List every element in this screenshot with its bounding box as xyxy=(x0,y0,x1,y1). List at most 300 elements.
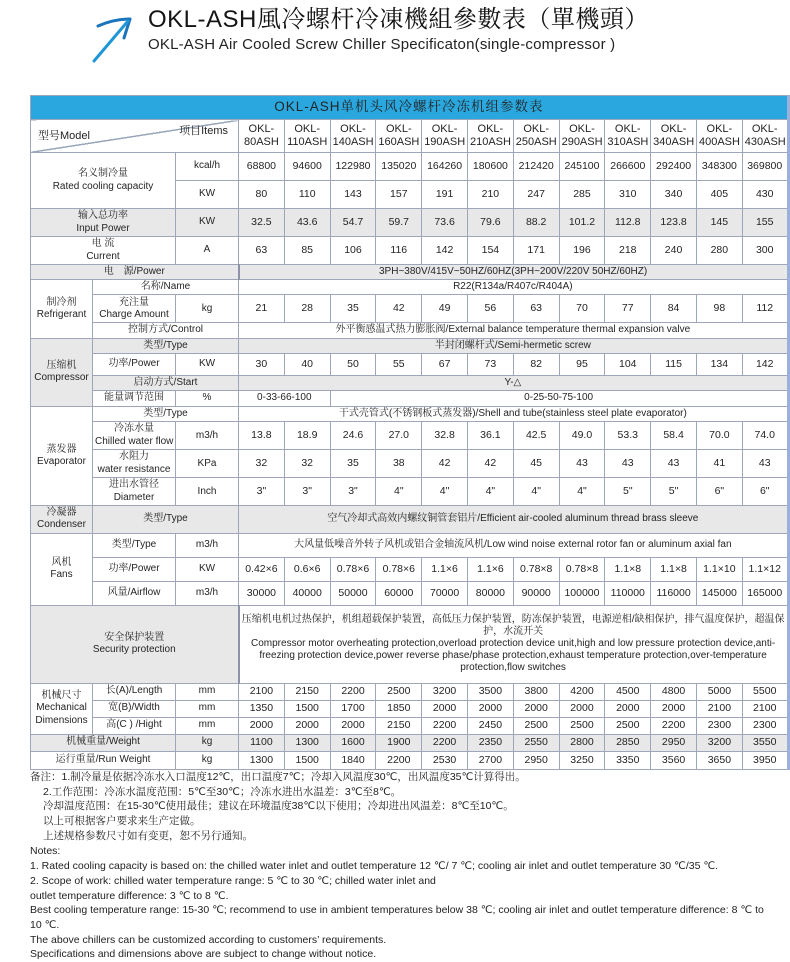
model-name: 310ASH xyxy=(607,136,649,148)
table-row xyxy=(31,734,789,751)
value-cell: 2200 xyxy=(422,734,468,751)
value-cell: 3550 xyxy=(742,734,788,751)
value-cell: 2500 xyxy=(376,683,422,700)
value-cell: 1350 xyxy=(239,700,285,717)
value-cell: 68800 xyxy=(239,153,285,181)
category-cell xyxy=(31,280,93,338)
value-cell: 55 xyxy=(376,353,422,375)
unit-cell: Inch xyxy=(176,478,239,506)
value-cell: 3" xyxy=(330,478,376,506)
value-cell: 40 xyxy=(284,353,330,375)
note-line: Notes: xyxy=(30,845,61,858)
value-cell: 85 xyxy=(284,237,330,265)
value-cell: 59.7 xyxy=(376,209,422,237)
value-cell: 106 xyxy=(330,237,376,265)
value-cell: 1840 xyxy=(330,751,376,769)
value-cell: 405 xyxy=(696,181,742,209)
row-label xyxy=(93,295,176,323)
value-cell: 36.1 xyxy=(467,422,513,450)
table-row xyxy=(31,338,789,353)
value-cell: 142 xyxy=(422,237,468,265)
span-value-cell: 半封闭螺杆式/Semi-hermetic screw xyxy=(239,338,789,353)
value-cell: 70000 xyxy=(422,581,468,605)
table-row xyxy=(31,478,789,506)
value-cell: 164260 xyxy=(422,153,468,181)
value-cell: 430 xyxy=(742,181,788,209)
value-cell: 110000 xyxy=(605,581,651,605)
text-line: Evaporator xyxy=(37,456,86,468)
model-header-cell xyxy=(239,120,285,153)
value-cell: 2000 xyxy=(422,700,468,717)
value-cell: 32 xyxy=(239,450,285,478)
text-line: 控制方式/Control xyxy=(127,324,203,336)
value-cell: 3500 xyxy=(467,683,513,700)
value-cell: 1.1×10 xyxy=(696,557,742,581)
table-row xyxy=(31,605,789,683)
value-cell: 1850 xyxy=(376,700,422,717)
value-cell: 101.2 xyxy=(559,209,605,237)
unit-cell: mm xyxy=(176,700,239,717)
model-prefix: OKL- xyxy=(523,122,550,135)
model-header-cell xyxy=(467,120,513,153)
category-cell xyxy=(31,533,93,605)
text-line: 名称/Name xyxy=(140,281,191,293)
span-value-cell: 大风量低噪音外转子风机或铝合金轴流风机/Low wind noise external rotor fan or aluminum axial fan xyxy=(239,533,789,557)
model-name: 110ASH xyxy=(287,136,328,148)
span-value-cell: 空气冷却式高效内螺纹铜管套铝片/Efficient air-cooled aluminum thread brass sleeve xyxy=(239,506,789,533)
model-name: 290ASH xyxy=(561,136,603,148)
value-cell: 115 xyxy=(651,353,697,375)
text-line: 能量调节范围 xyxy=(104,392,164,404)
document-header xyxy=(90,6,649,64)
text-line: 类型/Type xyxy=(143,339,188,351)
value-cell: 155 xyxy=(742,209,788,237)
value-cell: 73.6 xyxy=(422,209,468,237)
value-cell: 5500 xyxy=(742,683,788,700)
text-line: 水阻力 xyxy=(119,451,149,463)
value-cell: 35 xyxy=(330,295,376,323)
table-row xyxy=(31,375,789,390)
value-cell: 3" xyxy=(239,478,285,506)
table-row xyxy=(31,353,789,375)
note-line: 冷却温度范围：在15-30℃使用最佳；建议在环境温度38℃以下使用；冷却进出风温差：8℃至10℃。 xyxy=(43,800,514,813)
value-cell: 171 xyxy=(513,237,559,265)
value-cell: 2550 xyxy=(513,734,559,751)
row-label xyxy=(93,717,176,734)
model-prefix: OKL- xyxy=(569,122,595,135)
value-cell: 88.2 xyxy=(513,209,559,237)
value-cell: 4200 xyxy=(559,683,605,700)
row-label xyxy=(93,450,176,478)
model-prefix: OKL- xyxy=(248,122,275,135)
value-cell: 56 xyxy=(467,295,513,323)
value-cell: 0.6×6 xyxy=(284,557,330,581)
row-label xyxy=(31,605,239,683)
value-cell: 143 xyxy=(330,181,376,209)
value-cell: 24.6 xyxy=(330,422,376,450)
value-cell: 2500 xyxy=(605,717,651,734)
text-line: Security protection xyxy=(92,644,176,655)
value-cell: 42.5 xyxy=(513,422,559,450)
value-cell: 5" xyxy=(605,478,651,506)
value-cell: 112 xyxy=(742,295,788,323)
value-cell: 2950 xyxy=(651,734,697,751)
value-cell: 3200 xyxy=(696,734,742,751)
unit-cell: mm xyxy=(176,717,239,734)
model-prefix: OKL- xyxy=(751,122,778,135)
value-cell: 53.3 xyxy=(605,422,651,450)
text-line: Dimensions xyxy=(35,714,88,726)
row-label xyxy=(93,683,176,700)
text-line: 类型/Type xyxy=(143,513,188,525)
value-cell: 285 xyxy=(559,181,605,209)
table-row xyxy=(31,406,789,421)
value-cell: 43 xyxy=(651,450,697,478)
text-line: Mechanical xyxy=(36,702,87,714)
model-name: 160ASH xyxy=(378,136,420,148)
row-label xyxy=(93,422,176,450)
text-line: Input Power xyxy=(76,222,130,234)
value-cell: 369800 xyxy=(742,153,788,181)
unit-cell: KW xyxy=(176,181,239,209)
value-cell: 104 xyxy=(605,353,651,375)
model-name: 140ASH xyxy=(332,136,374,148)
value-cell: 245100 xyxy=(559,153,605,181)
text-line: Rated cooling capacity xyxy=(52,180,154,192)
value-cell: 77 xyxy=(605,295,651,323)
value-cell: 70 xyxy=(559,295,605,323)
table-row xyxy=(31,422,789,450)
corner-items-label: 项目Items xyxy=(179,125,228,137)
value-cell: 2200 xyxy=(330,683,376,700)
value-cell: 50 xyxy=(330,353,376,375)
table-row xyxy=(31,533,789,557)
value-cell: 13.8 xyxy=(239,422,285,450)
unit-cell: kcal/h xyxy=(176,153,239,181)
note-line: 以上可根据客户要求来生产定做。 xyxy=(43,815,201,828)
value-cell: 32.5 xyxy=(239,209,285,237)
text-line: 制冷剂 xyxy=(46,296,77,308)
unit-cell: KPa xyxy=(176,450,239,478)
note-line: Specifications and dimensions above are subject to change without notice. xyxy=(30,948,377,961)
value-cell: 73 xyxy=(467,353,513,375)
unit-cell: KW xyxy=(176,353,239,375)
row-label xyxy=(93,390,176,406)
row-label xyxy=(93,478,176,506)
value-cell: 28 xyxy=(284,295,330,323)
value-cell: 1500 xyxy=(284,700,330,717)
value-cell: 3560 xyxy=(651,751,697,769)
value-cell: 110 xyxy=(284,181,330,209)
value-cell: 145 xyxy=(696,209,742,237)
row-label xyxy=(31,751,176,769)
value-cell: 0.78×8 xyxy=(559,557,605,581)
value-cell: 116000 xyxy=(651,581,697,605)
note-line: The above chillers can be customized according to customers’ requirements. xyxy=(30,933,387,946)
value-cell: 2300 xyxy=(696,717,742,734)
model-prefix: OKL- xyxy=(294,122,321,135)
value-cell: 196 xyxy=(559,237,605,265)
row-label xyxy=(31,209,176,237)
value-cell: 100000 xyxy=(559,581,605,605)
text-line: 蒸发器 xyxy=(46,443,77,455)
value-cell: 134 xyxy=(696,353,742,375)
span-value-cell: R22(R134a/R407c/R404A) xyxy=(239,280,789,295)
text-line: 电 源/Power xyxy=(103,266,165,277)
value-cell: 4500 xyxy=(605,683,651,700)
table-row xyxy=(31,700,789,717)
value-cell: 50000 xyxy=(330,581,376,605)
value-cell: 2150 xyxy=(284,683,330,700)
value-cell: 43 xyxy=(559,450,605,478)
value-cell: 266600 xyxy=(605,153,651,181)
logo-arrow-icon xyxy=(90,10,142,64)
unit-cell: kg xyxy=(176,751,239,769)
notes-chinese xyxy=(30,770,778,843)
value-cell: 123.8 xyxy=(651,209,697,237)
value-cell: 84 xyxy=(651,295,697,323)
row-label xyxy=(31,265,239,280)
row-label xyxy=(93,323,239,338)
text-line: 类型/Type xyxy=(143,407,188,419)
value-cell: 1700 xyxy=(330,700,376,717)
text-line: 冷凝器 xyxy=(46,507,77,519)
value-cell: 4" xyxy=(513,478,559,506)
model-prefix: OKL- xyxy=(340,122,366,135)
value-cell: 43 xyxy=(742,450,788,478)
table-row xyxy=(31,683,789,700)
value-cell: 1.1×6 xyxy=(422,557,468,581)
value-cell: 247 xyxy=(513,181,559,209)
span-value-cell: 干式壳管式(不锈钢板式蒸发器)/Shell and tube(stainless steel plate evaporator) xyxy=(239,406,789,421)
model-header-cell xyxy=(559,120,605,153)
value-cell: 6" xyxy=(696,478,742,506)
value-cell: 3250 xyxy=(559,751,605,769)
unit-cell: kg xyxy=(176,295,239,323)
value-cell: 43.6 xyxy=(284,209,330,237)
table-banner-title: OKL-ASH单机头风冷螺杆冷冻机组参数表 xyxy=(31,96,789,120)
value-cell: 157 xyxy=(376,181,422,209)
value-cell: 90000 xyxy=(513,581,559,605)
value-cell: 38 xyxy=(376,450,422,478)
value-cell: 4800 xyxy=(651,683,697,700)
text-line: Compressor xyxy=(34,372,89,384)
text-line: 运行重量/Run Weight xyxy=(55,753,151,765)
text-line: 压缩机 xyxy=(46,360,77,372)
value-cell: 74.0 xyxy=(742,422,788,450)
model-header-cell xyxy=(422,120,468,153)
notes-section xyxy=(30,770,778,962)
model-name: 430ASH xyxy=(744,136,786,148)
note-line: 1. Rated cooling capacity is based on: the chilled water inlet and outlet temperature 12 ℃/ 7 ℃; cooling air inlet and outlet temperature 30 ℃/35 ℃. xyxy=(30,860,719,873)
row-label xyxy=(93,581,176,605)
table-row xyxy=(31,295,789,323)
corner-model-label: 型号Model xyxy=(38,130,90,142)
table-row xyxy=(31,209,789,237)
value-cell: 5000 xyxy=(696,683,742,700)
model-prefix: OKL- xyxy=(614,122,641,135)
text-line: 高(C ) /Hight xyxy=(106,719,162,731)
value-cell: 4" xyxy=(467,478,513,506)
value-cell: 2000 xyxy=(467,700,513,717)
text-line: Fans xyxy=(50,569,73,580)
unit-cell: KW xyxy=(176,557,239,581)
value-cell: 280 xyxy=(696,237,742,265)
value-cell: 212420 xyxy=(513,153,559,181)
span-value-cell: 0-25-50-75-100 xyxy=(330,390,788,406)
value-cell: 2800 xyxy=(559,734,605,751)
category-cell xyxy=(31,338,93,406)
value-cell: 3950 xyxy=(742,751,788,769)
value-cell: 300 xyxy=(742,237,788,265)
value-cell: 6" xyxy=(742,478,788,506)
text-line: water resistance xyxy=(97,463,171,475)
unit-cell: KW xyxy=(176,209,239,237)
value-cell: 1300 xyxy=(284,734,330,751)
row-label xyxy=(93,700,176,717)
value-cell: 54.7 xyxy=(330,209,376,237)
table-row xyxy=(31,581,789,605)
note-line: 2.工作范围：冷冻水温度范围：5℃至30℃；冷冻水进出水温差：3℃至8℃。 xyxy=(43,785,402,798)
value-cell: 2200 xyxy=(651,717,697,734)
category-cell xyxy=(31,506,93,533)
table-row xyxy=(31,557,789,581)
value-cell: 0.78×6 xyxy=(376,557,422,581)
model-prefix: OKL- xyxy=(706,122,733,135)
note-line: 2. Scope of work: chilled water temperature range: 5 ℃ to 30 ℃; chilled water inlet and xyxy=(30,874,436,887)
value-cell: 80000 xyxy=(467,581,513,605)
value-cell: 240 xyxy=(651,237,697,265)
value-cell: 3200 xyxy=(422,683,468,700)
value-cell: 27.0 xyxy=(376,422,422,450)
value-cell: 142 xyxy=(742,353,788,375)
text-line: 宽(B)/Width xyxy=(108,702,160,714)
text-line: 名义制冷量 xyxy=(78,168,128,180)
row-label xyxy=(93,353,176,375)
value-cell: 165000 xyxy=(742,581,788,605)
span-value-cell: Y-△ xyxy=(239,375,789,390)
model-name: 190ASH xyxy=(424,136,466,148)
value-cell: 42 xyxy=(376,295,422,323)
text-line: 功率/Power xyxy=(108,358,160,370)
text-line: 风量/Airflow xyxy=(107,586,161,598)
unit-cell: m3/h xyxy=(176,422,239,450)
note-line: outlet temperature difference: 3 ℃ to 8 ℃. xyxy=(30,889,229,902)
row-label xyxy=(31,237,176,265)
model-header-row xyxy=(31,120,789,153)
table-row xyxy=(31,751,789,769)
value-cell: 122980 xyxy=(330,153,376,181)
row-label xyxy=(93,338,239,353)
unit-cell: m3/h xyxy=(176,533,239,557)
table-row xyxy=(31,153,789,181)
text-line: 安全保护装置 xyxy=(104,631,165,643)
value-cell: 310 xyxy=(605,181,651,209)
value-cell: 218 xyxy=(605,237,651,265)
value-cell: 42 xyxy=(422,450,468,478)
value-cell: 95 xyxy=(559,353,605,375)
text-line: 功率/Power xyxy=(108,562,160,574)
note-line: 备注：1.制冷量是依据冷冻水入口温度12℃，出口温度7℃；冷却入风温度30℃，出风温度35℃计算得出。 xyxy=(30,771,526,783)
model-prefix: OKL- xyxy=(660,122,687,135)
span-value-cell: 3PH~380V/415V~50HZ/60HZ(3PH~200V/220V 50HZ/60HZ) xyxy=(239,265,789,280)
value-cell: 180600 xyxy=(467,153,513,181)
value-cell: 4" xyxy=(376,478,422,506)
value-cell: 2100 xyxy=(239,683,285,700)
value-cell: 0.78×6 xyxy=(330,557,376,581)
text-line: Condenser xyxy=(37,519,86,531)
table-row xyxy=(31,390,789,406)
row-label xyxy=(31,734,176,751)
span-value-cell: 0-33-66-100 xyxy=(239,390,331,406)
security-text-cell xyxy=(239,605,789,683)
title-block xyxy=(148,6,649,53)
value-cell: 82 xyxy=(513,353,559,375)
text-line: 机械尺寸 xyxy=(41,690,82,702)
value-cell: 2300 xyxy=(742,717,788,734)
model-name: 250ASH xyxy=(515,136,557,148)
span-value-cell: 外平衡感温式热力膨胀阀/External balance temperature thermal expansion valve xyxy=(239,323,789,338)
category-cell xyxy=(31,406,93,505)
table-row xyxy=(31,450,789,478)
row-label xyxy=(93,280,239,295)
banner-row xyxy=(31,96,789,120)
text-line: 电 流 xyxy=(91,238,115,250)
value-cell: 348300 xyxy=(696,153,742,181)
corner-cell xyxy=(31,120,239,153)
value-cell: 2000 xyxy=(513,700,559,717)
unit-cell: A xyxy=(176,237,239,265)
value-cell: 1.1×12 xyxy=(742,557,788,581)
unit-cell: % xyxy=(176,390,239,406)
value-cell: 43 xyxy=(605,450,651,478)
row-label xyxy=(93,533,176,557)
value-cell: 1300 xyxy=(239,751,285,769)
table-row xyxy=(31,280,789,295)
value-cell: 2000 xyxy=(239,717,285,734)
value-cell: 2000 xyxy=(605,700,651,717)
value-cell: 3800 xyxy=(513,683,559,700)
value-cell: 58.4 xyxy=(651,422,697,450)
text-line: Charge Amount xyxy=(99,308,169,320)
value-cell: 2100 xyxy=(696,700,742,717)
value-cell: 112.8 xyxy=(605,209,651,237)
value-cell: 1900 xyxy=(376,734,422,751)
note-line: 上述规格参数尺寸如有变更，恕不另行通知。 xyxy=(43,829,253,842)
model-prefix: OKL- xyxy=(477,122,504,135)
value-cell: 42 xyxy=(467,450,513,478)
text-line: Refrigerant xyxy=(36,308,87,320)
value-cell: 49 xyxy=(422,295,468,323)
unit-cell: m3/h xyxy=(176,581,239,605)
value-cell: 5" xyxy=(651,478,697,506)
value-cell: 30 xyxy=(239,353,285,375)
value-cell: 2000 xyxy=(651,700,697,717)
model-header-cell xyxy=(513,120,559,153)
value-cell: 63 xyxy=(513,295,559,323)
value-cell: 79.6 xyxy=(467,209,513,237)
model-header-cell xyxy=(696,120,742,153)
model-header-cell xyxy=(742,120,788,153)
text-line: Diameter xyxy=(113,491,155,503)
value-cell: 32.8 xyxy=(422,422,468,450)
value-cell: 2350 xyxy=(467,734,513,751)
value-cell: 154 xyxy=(467,237,513,265)
model-name: 400ASH xyxy=(698,136,740,148)
value-cell: 2530 xyxy=(422,751,468,769)
value-cell: 35 xyxy=(330,450,376,478)
value-cell: 2100 xyxy=(742,700,788,717)
